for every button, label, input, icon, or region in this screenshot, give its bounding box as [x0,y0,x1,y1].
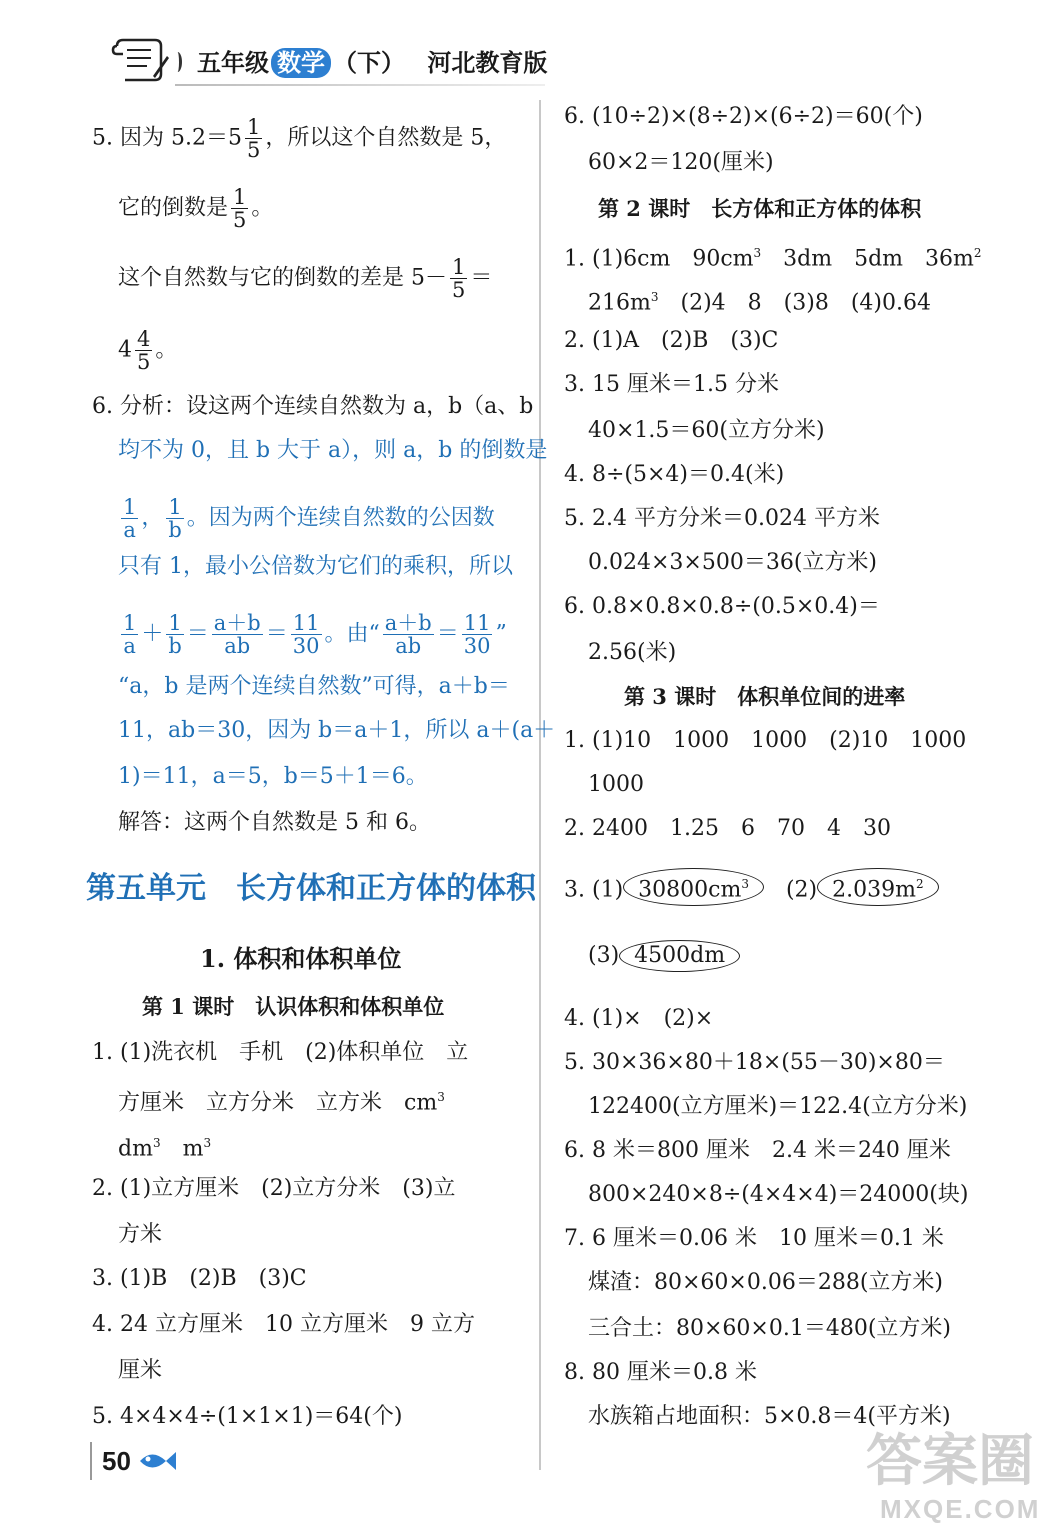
left-q6-line2: 均不为 0，且 b 大于 a），则 a，b 的倒数是 [118,438,548,463]
left-q5-line1: 5. 因为 5.2＝5 $\frac{1}{5}$ ，所以这个自然数是 5， [92,115,507,162]
left-q6-line1: 6. 分析：设这两个连续自然数为 a，b（a、b [92,394,534,419]
header-grade: 五年级 [197,49,269,77]
l3-q3-line1: 3. (1) $30800cm^3$ (2) $2.039m^2$ [564,868,939,906]
answer-oval-2: $2.039m^2$ [817,868,938,906]
left-q5-line4: 4 $\frac{4}{5}$ 。 [118,327,178,374]
header-title [197,48,547,78]
l3-q5-line2: 122400(立方厘米)＝122.4(立方分米) [588,1094,968,1119]
left-q5-line3: 这个自然数与它的倒数的差是 5－ $\frac{1}{5}$ ＝ [118,255,493,302]
l3-q4: 4. (1)× (2)× [564,1006,714,1031]
scroll-icon [111,36,171,84]
fish-icon [138,1446,178,1476]
l3-q8-line2: 水族箱占地面积：5×0.8＝4(平方米) [588,1404,951,1429]
left-q6-line6: “a，b 是两个连续自然数”可得，a＋b＝ [118,674,510,699]
watermark-brand: 答案圈 [866,1429,1034,1494]
l1-q3: 3. (1)B (2)B (3)C [92,1266,307,1291]
lesson1-title: 第 1 课时 认识体积和体积单位 [142,994,445,1019]
l3-q1-line1: 1. (1)10 1000 1000 (2)10 1000 [564,728,967,753]
unit-title: 第五单元 长方体和正方体的体积 [86,871,536,906]
l3-q2: 2. 2400 1.25 6 70 4 30 [564,816,891,841]
l2-q5-line1: 5. 2.4 平方分米＝0.024 平方米 [564,506,880,531]
l2-q1-line2: $216m^3$ (2)4 8 (3)8 (4)0.64 [588,290,931,316]
header-edition: 河北教育版 [427,49,548,77]
l1-q5: 5. 4×4×4÷(1×1×1)＝64(个) [92,1404,403,1429]
header-term: （下） [333,49,405,77]
lesson2-title: 第 2 课时 长方体和正方体的体积 [598,196,922,221]
r-q6-line1: 6. (10÷2)×(8÷2)×(6÷2)＝60(个) [564,104,923,129]
answer-oval-3: 4500dm [619,940,740,972]
section-title: 1. 体积和体积单位 [200,944,402,973]
page-number: 50 [102,1446,131,1476]
l3-q6-line1: 6. 8 米＝800 厘米 2.4 米＝240 厘米 [564,1138,951,1163]
l1-q1-line1: 1. (1)洗衣机 手机 (2)体积单位 立 [92,1040,469,1065]
l3-q7-line1: 7. 6 厘米＝0.06 米 10 厘米＝0.1 米 [564,1226,944,1251]
left-q5-line2: 它的倒数是 $\frac{1}{5}$ 。 [118,185,274,232]
left-q6-line8: 1)＝11，a＝5，b＝5＋1＝6。 [118,764,428,789]
l2-q1-line1: 1. (1)6cm $90cm^3$ 3dm 5dm $36m^2$ [564,246,982,272]
l3-q8-line1: 8. 80 厘米＝0.8 米 [564,1360,757,1385]
l1-q2-line1: 2. (1)立方厘米 (2)立方分米 (3)立 [92,1176,456,1201]
l3-q5-line1: 5. 30×36×80＋18×(55－30)×80＝ [564,1050,945,1075]
l3-q7-line3: 三合土：80×60×0.1＝480(立方米) [588,1316,952,1341]
left-q6-line3: $\frac{1}{a}$ ， $\frac{1}{b}$ 。因为两个连续自然数的公因数 [123,495,495,542]
l2-q3-line1: 3. 15 厘米＝1.5 分米 [564,372,779,397]
header-swoosh [173,52,182,72]
l1-q1-line2: 方厘米 立方分米 立方米 $cm^3$ [118,1090,445,1116]
l1-q2-line2: 方米 [118,1222,163,1247]
l3-q1-line2: 1000 [588,772,644,797]
left-q6-line7: 11，ab＝30，因为 b＝a＋1，所以 a＋(a＋ [118,718,556,743]
watermark-site: MXQE.COM [880,1494,1041,1524]
lesson3-title: 第 3 课时 体积单位间的进率 [624,684,906,709]
l2-q2: 2. (1)A (2)B (3)C [564,328,779,353]
l3-q6-line2: 800×240×8÷(4×4×4)＝24000(块) [588,1182,969,1207]
l3-q7-line2: 煤渣：80×60×0.06＝288(立方米) [588,1270,943,1295]
column-divider [539,100,541,1470]
l3-q3-line2: (3) 4500dm [588,940,740,972]
left-q6-line4: 只有 1，最小公倍数为它们的乘积，所以 [118,554,513,579]
page-number-bar [90,1442,92,1480]
r-q6-line2: 60×2＝120(厘米) [588,150,774,175]
header-subject-badge: 数学 [271,48,331,78]
l1-q4-line2: 厘米 [118,1358,163,1383]
header-underline [175,84,545,86]
l1-q1-line3: $dm^3$ $m^3$ [118,1136,212,1162]
l2-q4: 4. 8÷(5×4)＝0.4(米) [564,462,785,487]
l2-q3-line2: 40×1.5＝60(立方分米) [588,418,825,443]
l2-q6-line2: 2.56(米) [588,640,677,665]
l2-q5-line2: 0.024×3×500＝36(立方米) [588,550,877,575]
left-q6-answer: 解答：这两个自然数是 5 和 6。 [118,810,431,835]
l2-q6-line1: 6. 0.8×0.8×0.8÷(0.5×0.4)＝ [564,594,880,619]
answer-oval-1: $30800cm^3$ [623,868,764,906]
left-q6-line5: $\frac{1}{a}$ ＋ $\frac{1}{b}$ ＝ $\frac{a+b}{ab}$ ＝ $\frac{11}{30}$ 。由“ $\frac{a+b}{ab}$ ＝ $\frac{11}{30}$ ” [123,611,507,658]
l1-q4-line1: 4. 24 立方厘米 10 立方厘米 9 立方 [92,1312,475,1337]
header [115,44,548,86]
